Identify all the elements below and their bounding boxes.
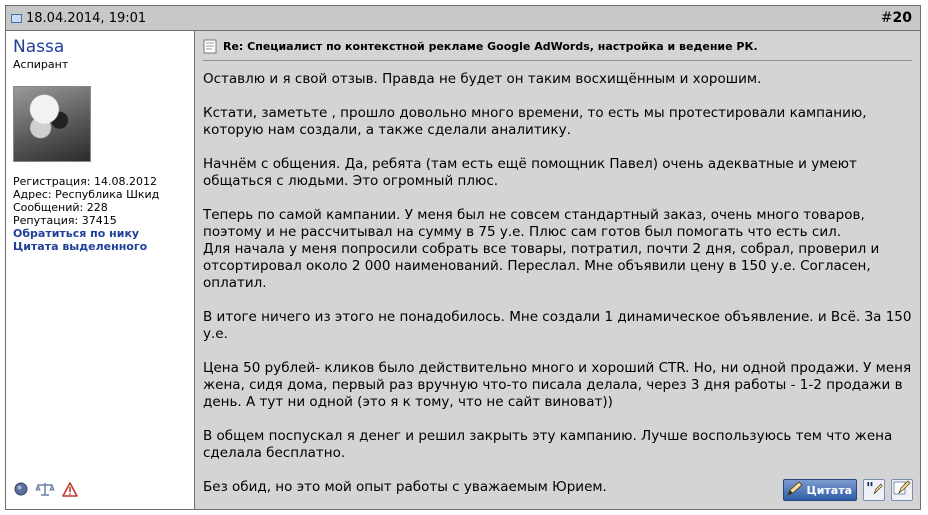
forum-post — [5, 5, 921, 510]
message-paragraph: Без обид, но это мой опыт работы с уважаемым Юрием. — [203, 479, 607, 495]
offline-status-icon[interactable] — [14, 482, 28, 496]
multi-quote-button[interactable] — [863, 479, 885, 501]
pencil-icon — [786, 481, 804, 500]
post-action-buttons — [783, 479, 913, 501]
username-link[interactable]: Nassa — [13, 37, 65, 57]
user-reputation: Репутация: 37415 — [13, 214, 117, 227]
message-text — [203, 71, 912, 496]
message-paragraph: Оставлю и я свой отзыв. Правда не будет он таким восхищённым и хорошим. — [203, 71, 762, 87]
post-number: 20 — [892, 10, 912, 26]
message-title-row — [203, 39, 912, 61]
note-icon — [203, 39, 217, 54]
mention-user-link[interactable]: Обратиться по нику — [13, 227, 140, 240]
reply-pencil-icon — [893, 480, 911, 500]
quote-selected-link[interactable]: Цитата выделенного — [13, 240, 148, 253]
user-registration: Регистрация: 14.08.2012 — [13, 175, 157, 188]
quote-button-label: Цитата — [806, 483, 852, 497]
report-warning-icon[interactable] — [62, 482, 78, 497]
user-stats — [13, 175, 194, 253]
post-datetime: 18.04.2014, 19:01 — [26, 10, 147, 26]
message-paragraph: В общем поспускал я денег и решил закрыть эту кампанию. Лучше воспользуюсь тем что жена сделала бесплатно. — [203, 428, 893, 461]
user-messages: Сообщений: 228 — [13, 201, 108, 214]
post-header — [6, 6, 920, 31]
message-paragraph: Кстати, заметьте , прошло довольно много времени, то есть мы протестировали кампанию, которую нам создали, а также сделали аналитику. — [203, 105, 867, 138]
post-number-link[interactable] — [881, 10, 912, 26]
user-icons — [14, 481, 78, 497]
message-title: Re: Специалист по контекстной рекламе Google AdWords, настройка и ведение РК. — [223, 40, 758, 53]
avatar[interactable] — [13, 86, 91, 162]
post-number-prefix: # — [880, 10, 893, 26]
svg-text:": " — [866, 480, 874, 496]
quick-reply-button[interactable] — [891, 479, 913, 501]
user-title: Аспирант — [13, 58, 69, 71]
message-area — [195, 31, 920, 509]
post-body — [6, 31, 920, 509]
user-address: Адрес: Республика Шкид — [13, 188, 160, 201]
user-info-panel — [6, 31, 195, 509]
message-paragraph: Цена 50 рублей- кликов было действительно много и хороший CTR. Но, ни одной продажи. У меня жена, сидя дома, первый раз вручную что-то писала делала, через 3 дня работы - 1-2 продажи в день. А тут ни одной (это я к тому, что не сайт виноват)) — [203, 360, 912, 410]
post-date-group — [11, 11, 146, 26]
post-status-icon — [11, 14, 22, 23]
message-paragraph: Теперь по самой кампании. У меня был не совсем стандартный заказ, очень много товаров, поэтому и не рассчитывал на сумму в 75 у.е. Плюс сам готов был помогать что есть сил. Для начала у меня попросили собрать все товары, потратил, почти 2 дня, собрал, проверил и отсортировал около 2 000 наименований. Переслал. Мне объявили цену в 150 у.е. Согласен, оплатил. — [203, 207, 880, 291]
reputation-scales-icon[interactable] — [35, 481, 55, 497]
quote-button[interactable] — [783, 479, 857, 501]
message-paragraph: В итоге ничего из этого не понадобилось. Мне создали 1 динамическое объявление. и Всё. За 150 у.е. — [203, 309, 912, 342]
message-paragraph: Начнём с общения. Да, ребята (там есть ещё помощник Павел) очень адекватные и умеют общаться с людьми. Это огромный плюс. — [203, 156, 857, 189]
quote-marks-icon — [865, 480, 883, 500]
